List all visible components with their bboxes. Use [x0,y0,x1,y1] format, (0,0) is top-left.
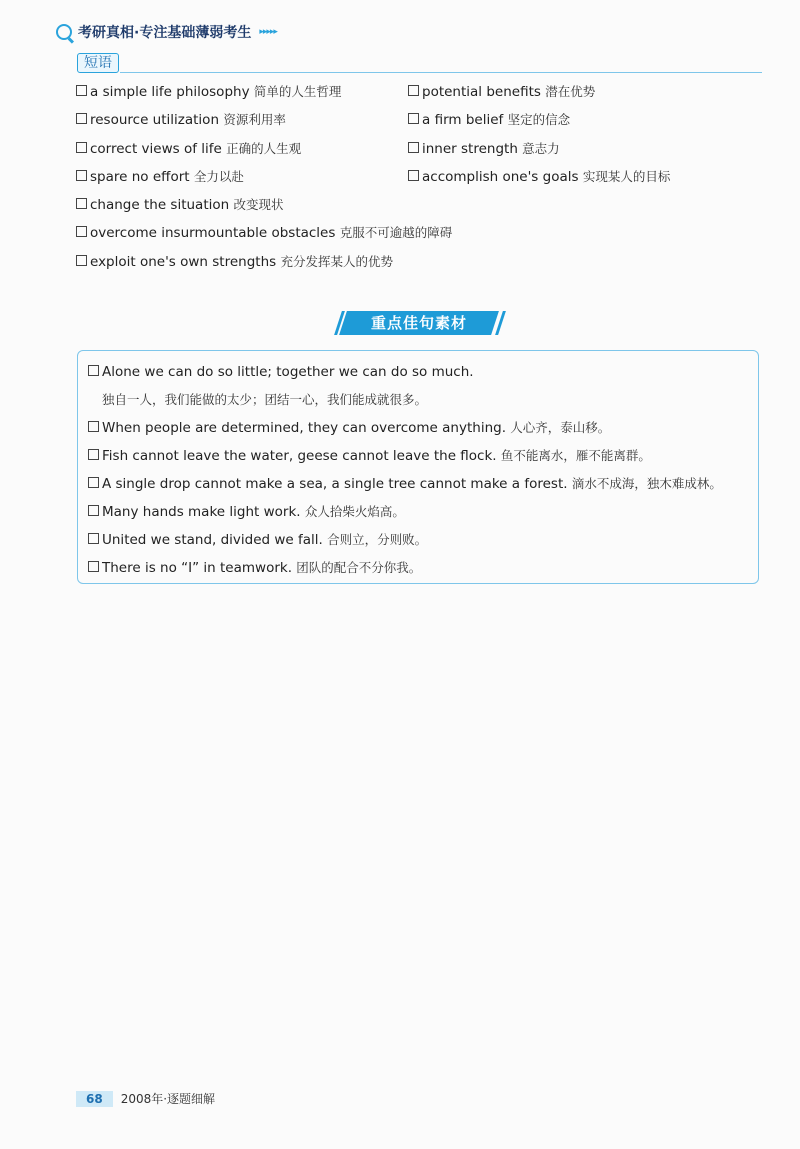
phrase-row [76,248,766,276]
sentence-zh: 人心齐，泰山移。 [510,420,611,435]
checkbox-icon[interactable] [88,505,99,516]
phrase-row [76,163,766,191]
checkbox-icon[interactable] [76,113,87,124]
sentence-item [88,526,758,554]
phrase-en: inner strength [422,140,518,157]
brand-title: 考研真相·专注基础薄弱考生 [78,25,252,41]
sentence-item [88,470,758,498]
phrase-zh: 克服不可逾越的障碍 [339,225,453,241]
page-number: 68 [76,1091,113,1107]
phrase-item [408,135,740,163]
sentence-en: United we stand, divided we fall. [102,532,323,548]
phrase-en: correct views of life [90,140,222,157]
checkbox-icon[interactable] [76,142,87,153]
checkbox-icon[interactable] [76,255,87,266]
phrase-zh: 实现某人的目标 [582,168,671,184]
phrase-row [76,191,766,219]
sentence-en: Alone we can do so little; together we can do so much. [102,364,474,380]
phrase-item [76,163,408,191]
phrase-row [76,106,766,134]
phrases-section-title: 短语 [77,53,119,73]
phrase-en: accomplish one's goals [422,168,579,185]
sentence-item [88,498,758,526]
phrases-list [76,78,766,276]
page-header [56,22,277,42]
checkbox-icon[interactable] [88,477,99,488]
checkbox-icon[interactable] [76,226,87,237]
arrows-decoration-icon: ▸▸▸▸▸ [259,27,277,37]
checkbox-icon[interactable] [88,365,99,376]
magnifier-logo-icon [56,24,72,40]
sentence-en: There is no “I” in teamwork. [102,560,292,576]
checkbox-icon[interactable] [408,170,419,181]
checkbox-icon[interactable] [88,449,99,460]
phrase-item [408,106,740,134]
section-divider [120,72,762,73]
sentence-item [88,358,758,386]
sentence-en: Many hands make light work. [102,504,301,520]
phrase-item [76,78,408,106]
phrase-zh: 充分发挥某人的优势 [280,253,393,269]
phrase-zh: 资源利用率 [223,112,286,128]
sentence-en: A single drop cannot make a sea, a single tree cannot make a forest. [102,476,568,492]
checkbox-icon[interactable] [76,198,87,209]
phrase-item [76,191,766,219]
book-title: 2008年·逐题细解 [120,1092,216,1106]
phrase-en: exploit one's own strengths [90,253,277,270]
sentence-zh: 团队的配合不分你我。 [296,560,422,575]
phrase-zh: 潜在优势 [545,84,596,99]
sentence-translation-line [88,386,758,414]
phrase-item [76,135,408,163]
phrase-zh: 坚定的信念 [507,112,571,128]
phrase-item [76,248,766,276]
phrase-item [76,106,408,134]
phrase-item [76,219,766,247]
phrase-row [76,219,766,247]
checkbox-icon[interactable] [408,142,419,153]
sentence-item [88,442,758,470]
phrase-en: spare no effort [90,168,190,185]
checkbox-icon[interactable] [76,85,87,96]
sentences-section-title: 重点佳句素材 [370,314,467,332]
phrase-zh: 简单的人生哲理 [253,84,342,99]
checkbox-icon[interactable] [408,85,419,96]
sentence-zh: 众人拾柴火焰高。 [304,504,405,519]
sentence-zh: 鱼不能离水，雁不能离群。 [500,448,651,463]
phrase-en: resource utilization [90,112,220,129]
page-footer [76,1090,215,1107]
phrase-zh: 正确的人生观 [226,140,302,156]
phrase-item [408,163,740,191]
sentence-item [88,414,758,442]
phrase-zh: 全力以赴 [193,168,244,184]
phrase-en: change the situation [90,197,230,214]
sentence-item [88,554,758,582]
sentence-zh: 合则立，分则败。 [327,532,428,547]
phrase-row [76,135,766,163]
phrase-item [408,78,740,106]
checkbox-icon[interactable] [88,533,99,544]
phrase-en: a firm belief [422,112,504,129]
checkbox-icon[interactable] [88,421,99,432]
sentence-zh: 独自一人，我们能做的太少；团结一心，我们能成就很多。 [102,392,428,407]
sentences-box [77,350,759,584]
checkbox-icon[interactable] [76,170,87,181]
sentence-en: When people are determined, they can overcome anything. [102,420,506,436]
phrase-row [76,78,766,106]
checkbox-icon[interactable] [408,113,419,124]
phrase-en: a simple life philosophy [90,84,250,100]
checkbox-icon[interactable] [88,561,99,572]
phrase-en: overcome insurmountable obstacles [90,225,336,242]
sentence-en: Fish cannot leave the water, geese cannot leave the flock. [102,448,497,464]
phrase-en: potential benefits [422,84,541,100]
phrase-zh: 改变现状 [233,197,284,213]
sentence-zh: 滴水不成海，独木难成林。 [571,476,722,491]
phrase-zh: 意志力 [522,140,560,156]
